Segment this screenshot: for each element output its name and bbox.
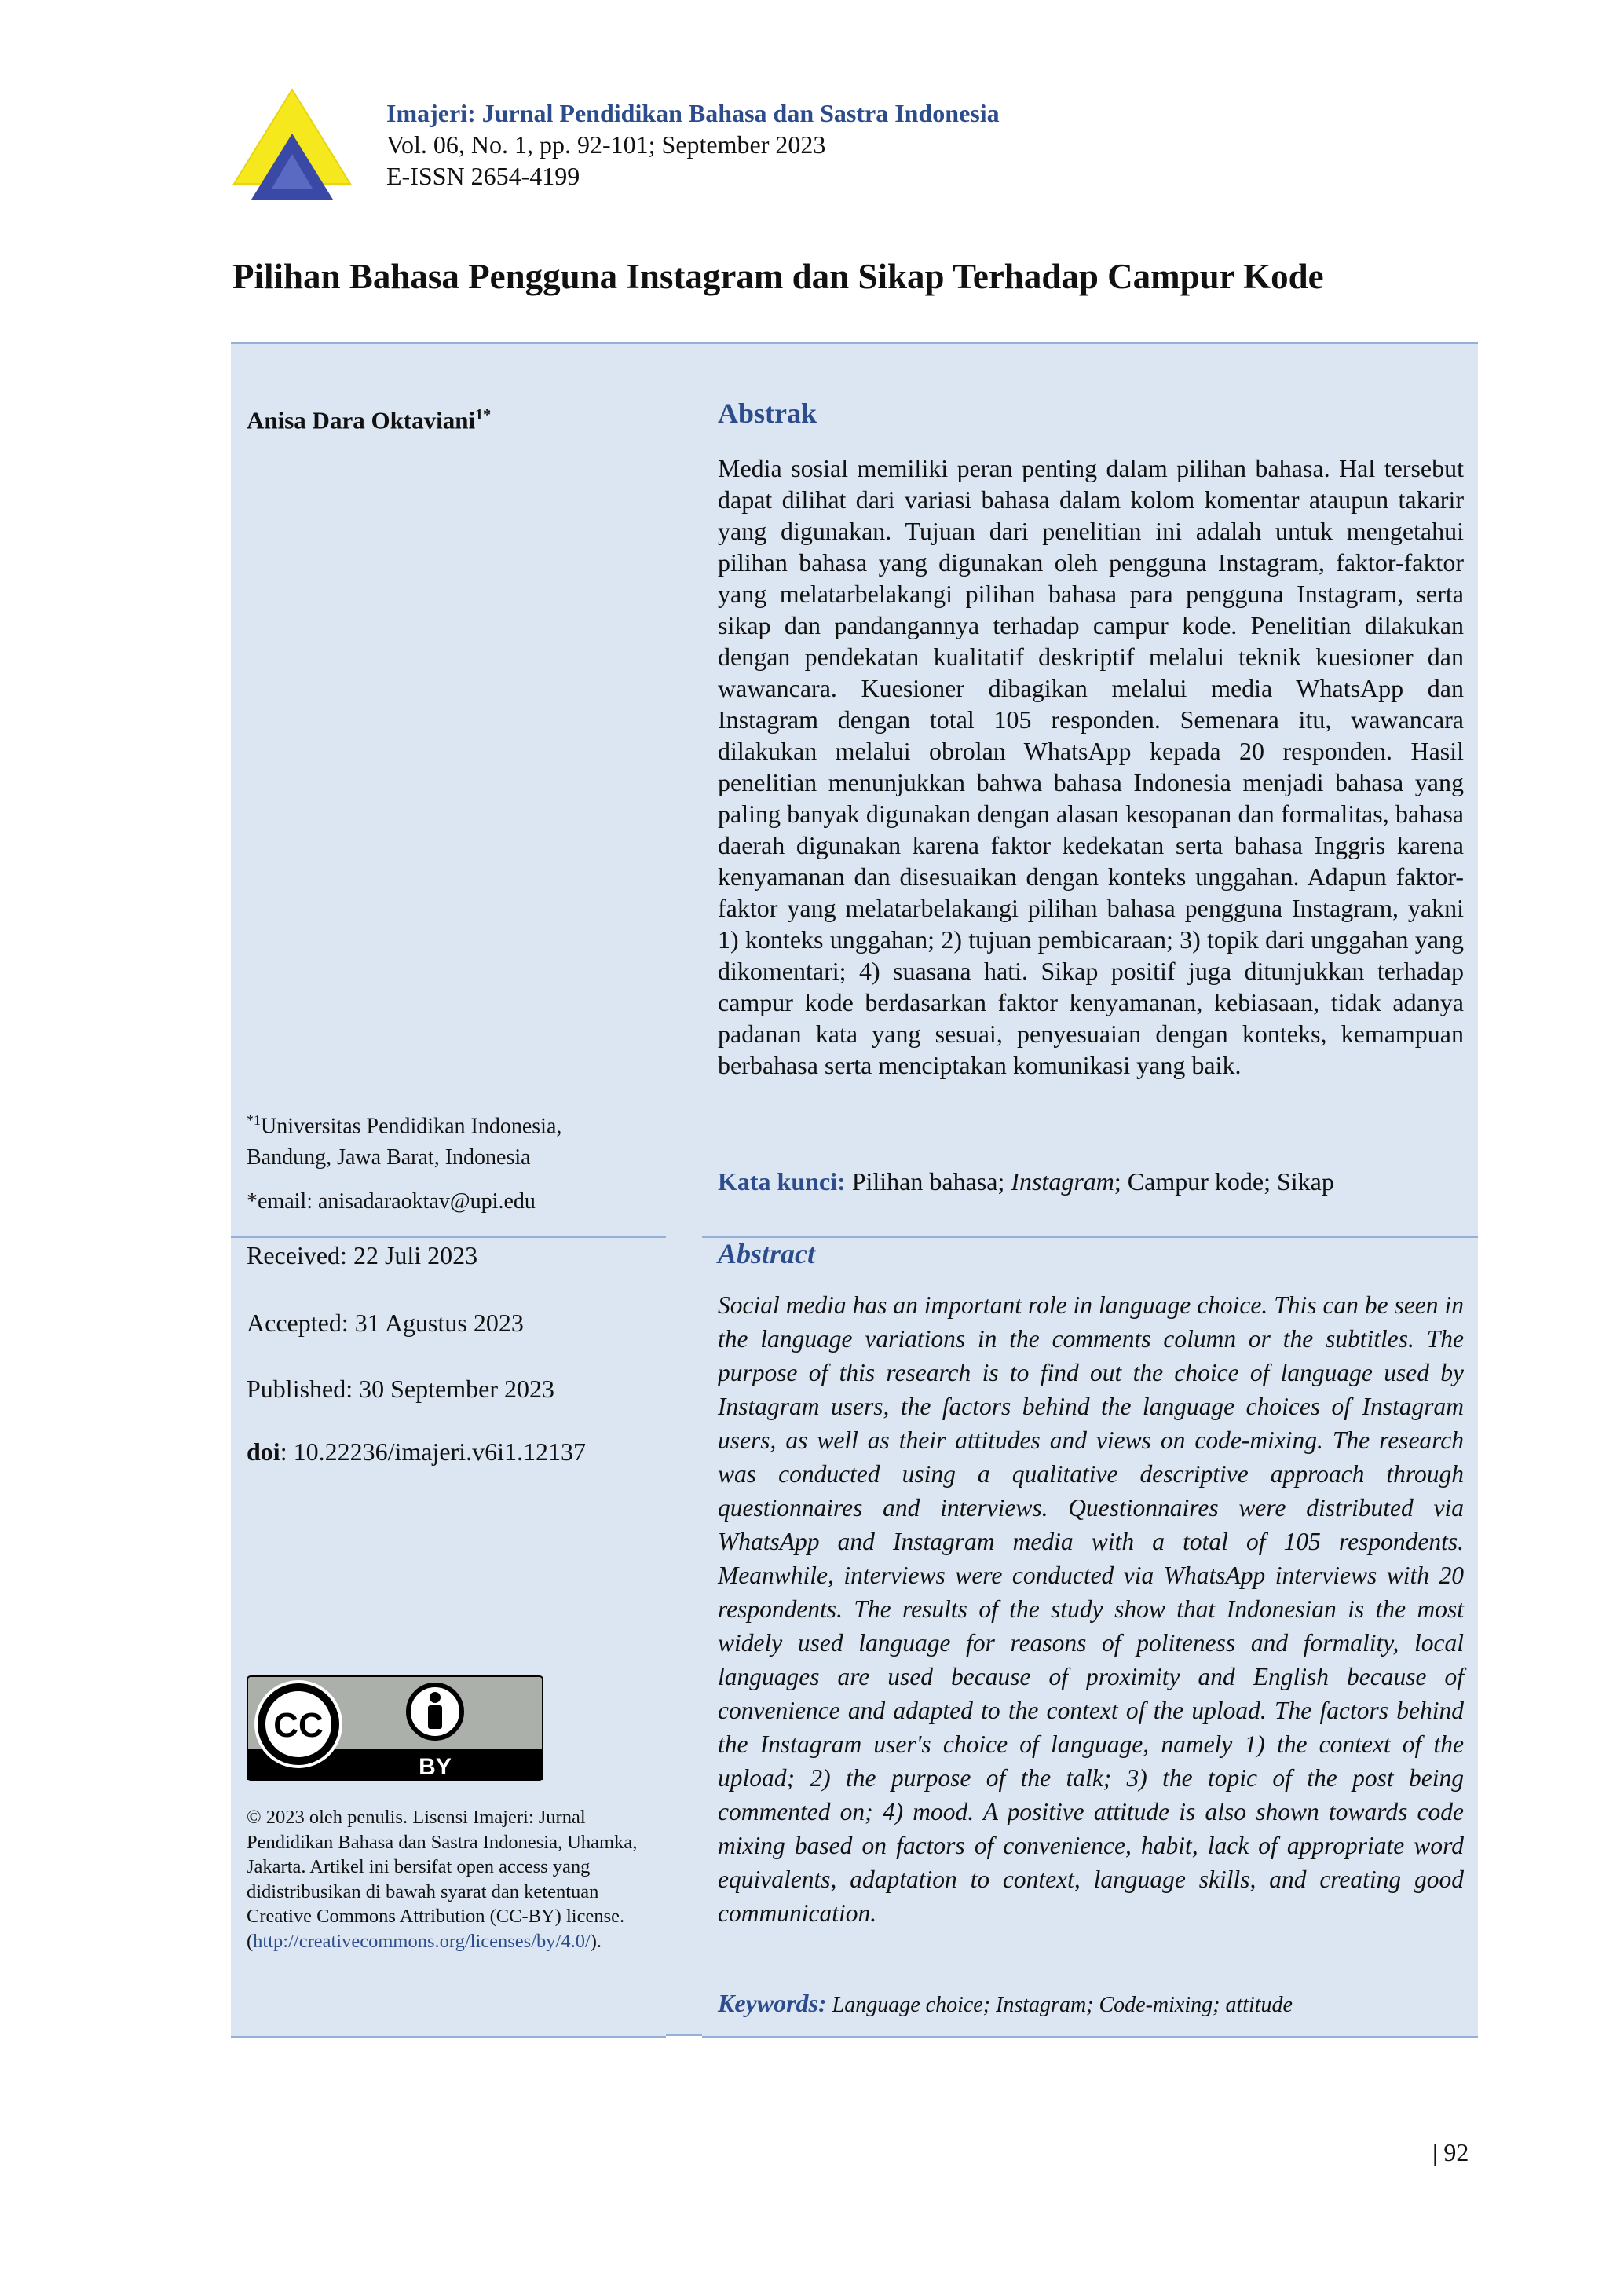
journal-title: Imajeri: Jurnal Pendidikan Bahasa dan Sastra Indonesia [386, 99, 1000, 127]
panel-gutter [666, 342, 702, 1236]
author-affiliation: $^{*1}$Universitas Pendidikan Indonesia, Bandung, Jawa Barat, Indonesia [247, 1112, 562, 1170]
paper-title: Pilihan Bahasa Pengguna Instagram dan Sikap Terhadap Campur Kode [232, 257, 1324, 296]
doi: doi: 10.22236/imajeri.v6i1.12137 [247, 1437, 586, 1466]
journal-logo-icon [232, 88, 352, 201]
author-panel [231, 342, 666, 1236]
page-number: | 92 [1432, 2138, 1469, 2166]
abstract-en-body: Social media has an important role in language choice. This can be seen in the language variations in the comments column or the subtitles. The purpose of this research is to find out the choice of language used by Instagram users, the factors behind the language choices of Instagram users, as well as their attitudes and views on code-mixing. The research was conducted using a qualitative descriptive approach through questionnaires and interviews. Questionnaires were distributed via WhatsApp and Instagram media with a total of 105 respondents. Meanwhile, interviews were conducted via WhatsApp interviews with 20 respondents. The results of the study show that Indonesian is the most widely used language for reasons of politeness and formality, local languages are used because of proximity and English because of convenience and adapted to the context of the upload. The factors behind the Instagram user's choice of language, namely 1) the context of the upload; 2) the purpose of the talk; 3) the topic of the post being commented on; 4) mood. A positive attitude is also shown towards code mixing based on factors of convenience, habit, lack of appropriate word equivalents, adaptation to context, language skills, and creating good communication. [718, 1291, 1464, 1927]
license-link[interactable]: http://creativecommons.org/licenses/by/4.0/ [253, 1930, 591, 1952]
author-mark: 1* [475, 406, 492, 423]
eissn: E-ISSN 2654-4199 [386, 162, 580, 190]
author-name: Anisa Dara Oktaviani$^{1*}$ [247, 406, 492, 434]
abstract-id-heading: Abstrak [718, 397, 817, 429]
keywords-en: Keywords: Language choice; Instagram; Code-mixing; attitude [718, 1989, 1293, 2017]
panel-gutter [666, 1236, 702, 2036]
keywords-id: Kata kunci: Pilihan bahasa; Instagram; Campur kode; Sikap [718, 1167, 1334, 1196]
author-email: *email: anisadaraoktav@upi.edu [247, 1189, 536, 1214]
by-label: BY [419, 1754, 452, 1780]
accepted-date: Accepted: 31 Agustus 2023 [247, 1309, 524, 1337]
abstract-en-heading: Abstract [718, 1238, 816, 1269]
volume-info: Vol. 06, No. 1, pp. 92-101; September 2023 [386, 130, 826, 159]
abstract-id-body: Media sosial memiliki peran penting dalam pilihan bahasa. Hal tersebut dapat dilihat dari variasi bahasa dalam kolom komentar ataupun takarir yang digunakan. Tujuan dari penelitian ini adalah untuk mengetahui pilihan bahasa yang digunakan oleh pengguna Instagram, faktor-faktor yang melatarbelakangi pilihan bahasa para pengguna Instagram, serta sikap dan pandangannya terhadap campur kode. Penelitian dilakukan dengan pendekatan kualitatif deskriptif melalui teknik kuesioner dan wawancara. Kuesioner dibagikan melalui media WhatsApp dan Instagram dengan total 105 responden. Semenara itu, wawancara dilakukan melalui obrolan WhatsApp kepada 20 responden. Hasil penelitian menunjukkan bahwa bahasa Indonesia menjadi bahasa yang paling banyak digunakan dengan alasan kesopanan dan formalitas, bahasa daerah digunakan karena faktor kedekatan serta bahasa Inggris karena kenyamanan dan disesuaikan dengan konteks unggahan. Adapun faktor-faktor yang melatarbelakangi pilihan bahasa pengguna Instagram, yakni 1) konteks unggahan; 2) tujuan pembicaraan; 3) topik dari unggahan yang dikomentari; 4) suasana hati. Sikap positif juga ditunjukkan terhadap campur kode berdasarkan faktor kenyamanan, kebiasaan, tidak adanya padanan kata yang sesuai, penyesuaian dengan konteks, kemampuan berbahasa serta menciptakan komunikasi yang baik. [718, 454, 1464, 1079]
cc-label: CC [273, 1706, 324, 1745]
affiliation-mark: *1 [247, 1112, 261, 1128]
license-text: © 2023 oleh penulis. Lisensi Imajeri: Jurnal Pendidikan Bahasa dan Sastra Indonesia, Uhamka, Jakarta. Artikel ini bersifat open access yang didistribusikan di bawah syarat dan ketentuan Creative Commons Attribution (CC-BY) license. (http://creativecommons.org/licenses/by/4.0/). [247, 1807, 638, 1952]
received-date: Received: 22 Juli 2023 [247, 1241, 478, 1269]
published-date: Published: 30 September 2023 [247, 1375, 554, 1403]
cc-by-license-badge[interactable] [247, 1675, 543, 1781]
